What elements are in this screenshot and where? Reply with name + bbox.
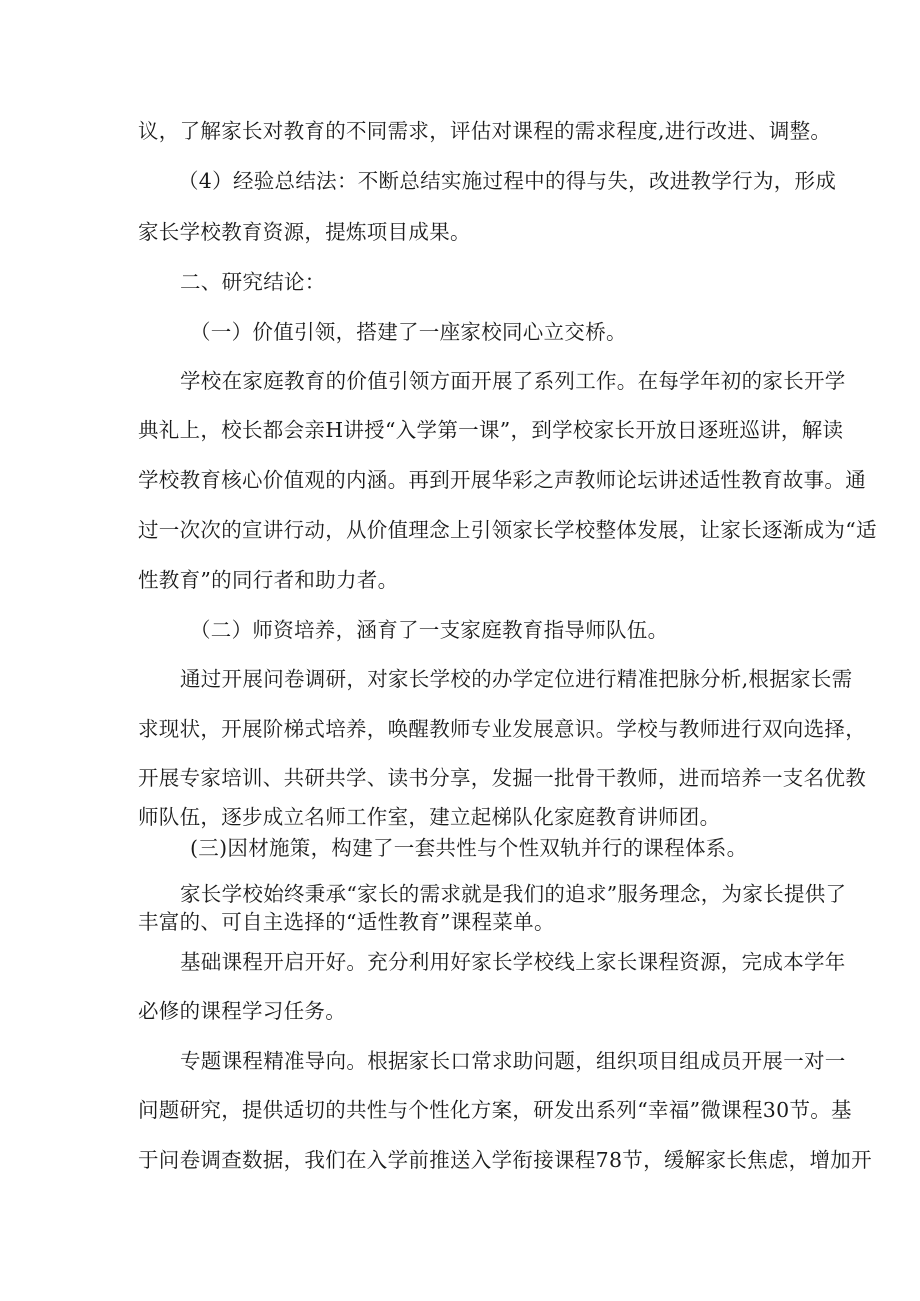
paragraph-line: 基础课程开启开好。充分利用好家长学校线上家长课程资源，完成本学年 xyxy=(180,950,846,974)
paragraph-line: 学校教育核心价值观的内涵。再到开展华彩之声教师论坛讲述适性教育故事。通 xyxy=(138,468,866,492)
subsection-heading-1: （一）价值引领，搭建了一座家校同心立交桥。 xyxy=(190,320,627,344)
paragraph-line: 学校在家庭教育的价值引领方面开展了系列工作。在每学年初的家长开学 xyxy=(180,369,846,393)
paragraph-line: 丰富的、可自主选择的“适性教育”课程菜单。 xyxy=(138,910,555,934)
paragraph-line: 必修的课程学习任务。 xyxy=(138,999,346,1023)
paragraph-line: 性教育”的同行者和助力者。 xyxy=(138,568,399,592)
paragraph-line: 师队伍，逐步成立名师工作室，建立起梯队化家庭教育讲师团。 xyxy=(138,805,721,829)
subsection-heading-2: （二）师资培养，涵育了一支家庭教育指导师队伍。 xyxy=(190,618,669,642)
paragraph-line: 议，了解家长对教育的不同需求，评估对课程的需求程度,进行改进、调整。 xyxy=(138,119,832,143)
paragraph-line: 于问卷调查数据，我们在入学前推送入学衔接课程78节，缓解家长焦虑，增加开 xyxy=(138,1148,872,1172)
paragraph-line: 问题研究，提供适切的共性与个性化方案，研发出系列“幸福”微课程30节。基 xyxy=(138,1098,852,1122)
method-4-line: （4）经验总结法：不断总结实施过程中的得与失，改进教学行为，形成 xyxy=(178,169,837,193)
subsection-heading-3: (三)因材施策，构建了一套共性与个性双轨并行的课程体系。 xyxy=(190,836,748,860)
paragraph-line: 典礼上，校长都会亲H讲授“入学第一课”，到学校家长开放日逐班巡讲，解读 xyxy=(138,418,844,442)
section-heading: 二、研究结论： xyxy=(180,270,326,294)
paragraph-line: 家长学校教育资源，提炼项目成果。 xyxy=(138,220,471,244)
paragraph-line: 过一次次的宣讲行动，从价值理念上引领家长学校整体发展，让家长逐渐成为“适 xyxy=(138,518,877,542)
paragraph-line: 求现状，开展阶梯式培养，唤醒教师专业发展意识。学校与教师进行双向选择， xyxy=(138,717,866,741)
paragraph-line: 专题课程精准导向。根据家长口常求助问题，组织项目组成员开展一对一 xyxy=(180,1049,846,1073)
paragraph-line: 家长学校始终秉承“家长的需求就是我们的追求”服务理念，为家长提供了 xyxy=(180,882,847,906)
paragraph-line: 通过开展问卷调研，对家长学校的办学定位进行精准把脉分析,根据家长需 xyxy=(180,667,853,691)
paragraph-line: 开展专家培训、共研共学、读书分享，发掘一批骨干教师，进而培养一支名优教 xyxy=(138,766,866,790)
